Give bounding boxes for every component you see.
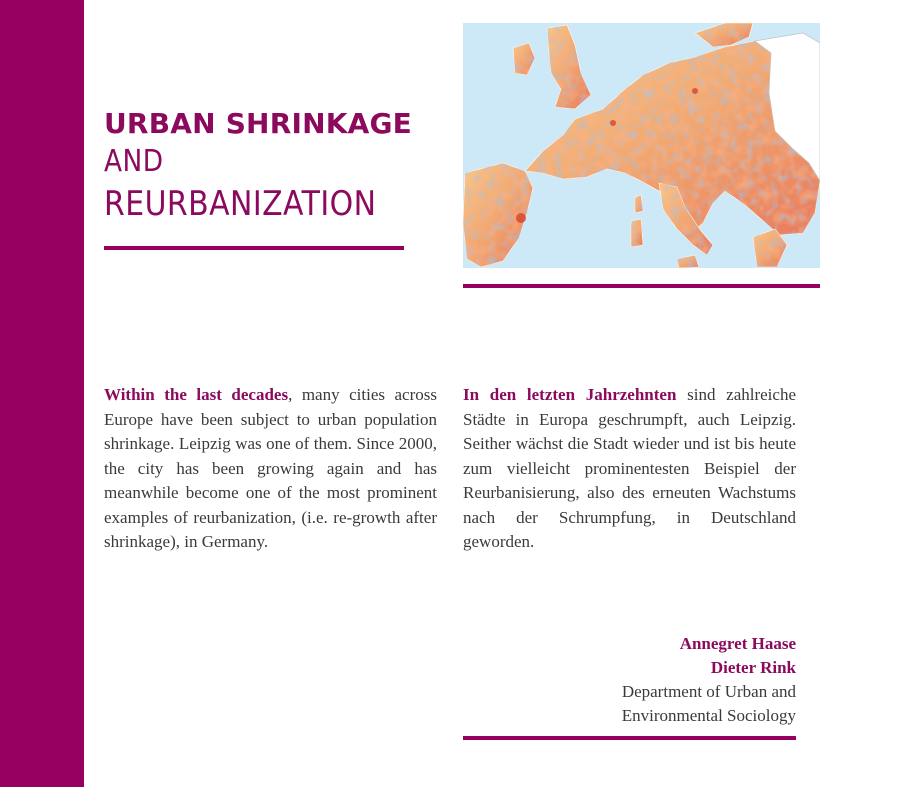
author-name: Dieter Rink [710, 658, 796, 677]
author-name: Annegret Haase [679, 634, 796, 653]
german-body: sind zahlreiche Städte in Europa geschrumpft, auch Leipzig. Seither wächst die Stadt wieder und ist bis heute zum vielleicht prominentesten Beispiel der Reurbanisierung, also des erneuten Wachstums nach der Schrumpfung, in Deutschland geworden. [463, 385, 796, 551]
title-line-2: AND [104, 144, 164, 179]
english-paragraph [104, 383, 437, 555]
english-body: , many cities across Europe have been subject to urban population shrinkage. Leipzig was one of them. Since 2000, the city has been growing again and has meanwhile become one of the most prominent examples of reurbanization, (i.e. re-growth after shrinkage), in Germany. [104, 385, 437, 551]
europe-map-icon [463, 23, 820, 268]
title-divider [104, 246, 404, 250]
europe-map-image [463, 23, 820, 268]
german-lead: In den letzten Jahrzehnten [463, 385, 677, 404]
page-title [104, 106, 414, 226]
sidebar-accent-bar [0, 0, 84, 787]
authors-block [540, 632, 796, 728]
title-line-3: REURBANIZATION [104, 184, 377, 224]
department-line: Environmental Sociology [621, 706, 796, 725]
english-lead: Within the last decades [104, 385, 289, 404]
german-paragraph [463, 383, 796, 555]
title-line-1: URBAN SHRINKAGE [104, 107, 412, 140]
authors-divider [463, 736, 796, 740]
department-line: Department of Urban and [621, 682, 796, 701]
map-divider [463, 284, 820, 288]
